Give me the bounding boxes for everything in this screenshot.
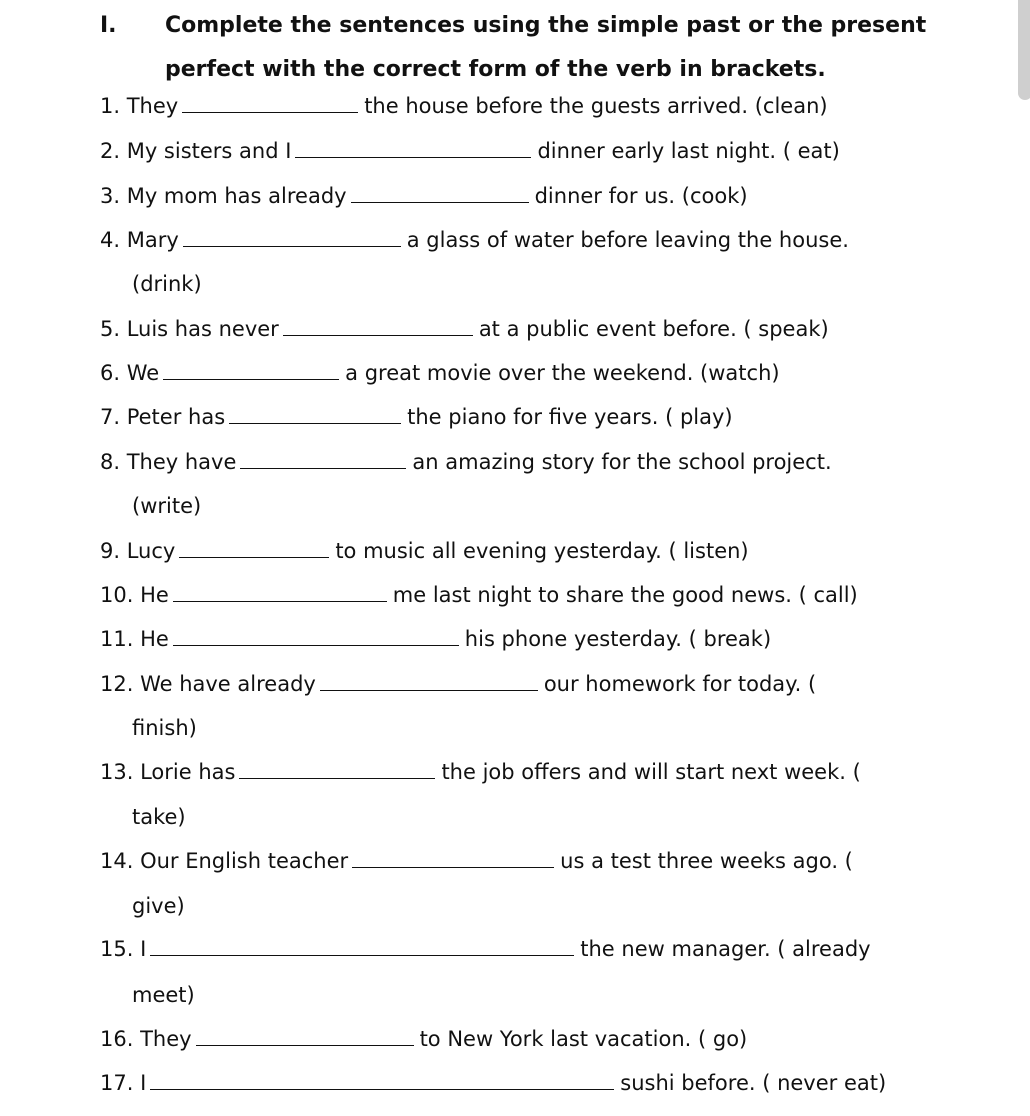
exercise-item (100, 1071, 990, 1095)
item-prefix: 6. We (100, 361, 160, 385)
answer-blank[interactable] (163, 361, 339, 380)
exercise-item (100, 361, 990, 385)
exercise-item (100, 539, 990, 563)
item-prefix: 9. Lucy (100, 539, 176, 563)
instruction-line-1: Complete the sentences using the simple past or the present (165, 13, 927, 38)
item-prefix: 2. My sisters and I (100, 139, 292, 163)
item-suffix: a glass of water before leaving the house. (406, 228, 849, 252)
item-suffix: a great movie over the weekend. (watch) (345, 361, 780, 385)
exercise-item (100, 937, 990, 961)
item-prefix: 17. I (100, 1071, 147, 1095)
exercise-item (100, 627, 990, 651)
exercise-item (100, 583, 990, 607)
exercise-item (100, 94, 990, 118)
item-suffix: to music all evening yesterday. ( listen) (335, 539, 749, 563)
exercise-item (100, 450, 990, 474)
item-continuation: (write) (132, 494, 202, 518)
item-suffix: me last night to share the good news. ( call) (392, 583, 858, 607)
instruction-line-2: perfect with the correct form of the verb in brackets. (165, 57, 826, 82)
item-suffix: at a public event before. ( speak) (478, 317, 829, 341)
item-suffix: the new manager. ( already (580, 937, 871, 961)
item-suffix: the piano for five years. ( play) (407, 405, 733, 429)
exercise-item (100, 139, 990, 163)
item-prefix: 13. Lorie has (100, 760, 236, 784)
item-prefix: 14. Our English teacher (100, 849, 349, 873)
answer-blank[interactable] (239, 760, 435, 779)
exercise-item (100, 849, 990, 873)
item-prefix: 5. Luis has never (100, 317, 279, 341)
answer-blank[interactable] (173, 627, 459, 646)
item-prefix: 7. Peter has (100, 405, 226, 429)
item-prefix: 3. My mom has already (100, 184, 347, 208)
item-continuation: meet) (132, 983, 195, 1007)
item-suffix: our homework for today. ( (543, 672, 817, 696)
item-continuation: finish) (132, 716, 197, 740)
exercise-item (100, 672, 990, 696)
item-prefix: 11. He (100, 627, 169, 651)
exercise-item (100, 1027, 990, 1051)
item-prefix: 16. They (100, 1027, 192, 1051)
answer-blank[interactable] (283, 317, 473, 336)
answer-blank[interactable] (320, 672, 538, 691)
exercise-item (100, 405, 990, 429)
item-suffix: the job offers and will start next week. ( (441, 760, 861, 784)
item-continuation: give) (132, 894, 185, 918)
item-continuation: take) (132, 805, 186, 829)
item-suffix: us a test three weeks ago. ( (560, 849, 853, 873)
item-prefix: 12. We have already (100, 672, 316, 696)
item-prefix: 1. They (100, 94, 179, 118)
item-prefix: 4. Mary (100, 228, 179, 252)
item-suffix: dinner for us. (cook) (534, 184, 748, 208)
item-suffix: an amazing story for the school project. (412, 450, 832, 474)
answer-blank[interactable] (182, 94, 358, 113)
item-continuation: (drink) (132, 272, 202, 296)
exercise-item (100, 228, 990, 252)
item-prefix: 10. He (100, 583, 169, 607)
answer-blank[interactable] (352, 849, 554, 868)
scrollbar[interactable] (1018, 0, 1030, 100)
item-suffix: to New York last vacation. ( go) (419, 1027, 748, 1051)
exercise-item (100, 184, 990, 208)
item-suffix: his phone yesterday. ( break) (464, 627, 772, 651)
answer-blank[interactable] (150, 1071, 614, 1090)
answer-blank[interactable] (196, 1027, 414, 1046)
item-suffix: the house before the guests arrived. (clean) (364, 94, 828, 118)
answer-blank[interactable] (295, 139, 531, 158)
section-number: I. (100, 13, 117, 38)
answer-blank[interactable] (179, 539, 329, 558)
exercise-item (100, 760, 990, 784)
item-suffix: sushi before. ( never eat) (620, 1071, 887, 1095)
item-prefix: 15. I (100, 937, 147, 961)
item-suffix: dinner early last night. ( eat) (537, 139, 840, 163)
answer-blank[interactable] (229, 405, 401, 424)
item-prefix: 8. They have (100, 450, 237, 474)
exercise-item (100, 317, 990, 341)
answer-blank[interactable] (351, 184, 529, 203)
answer-blank[interactable] (183, 228, 401, 247)
answer-blank[interactable] (240, 450, 406, 469)
answer-blank[interactable] (173, 583, 387, 602)
answer-blank[interactable] (150, 937, 574, 956)
